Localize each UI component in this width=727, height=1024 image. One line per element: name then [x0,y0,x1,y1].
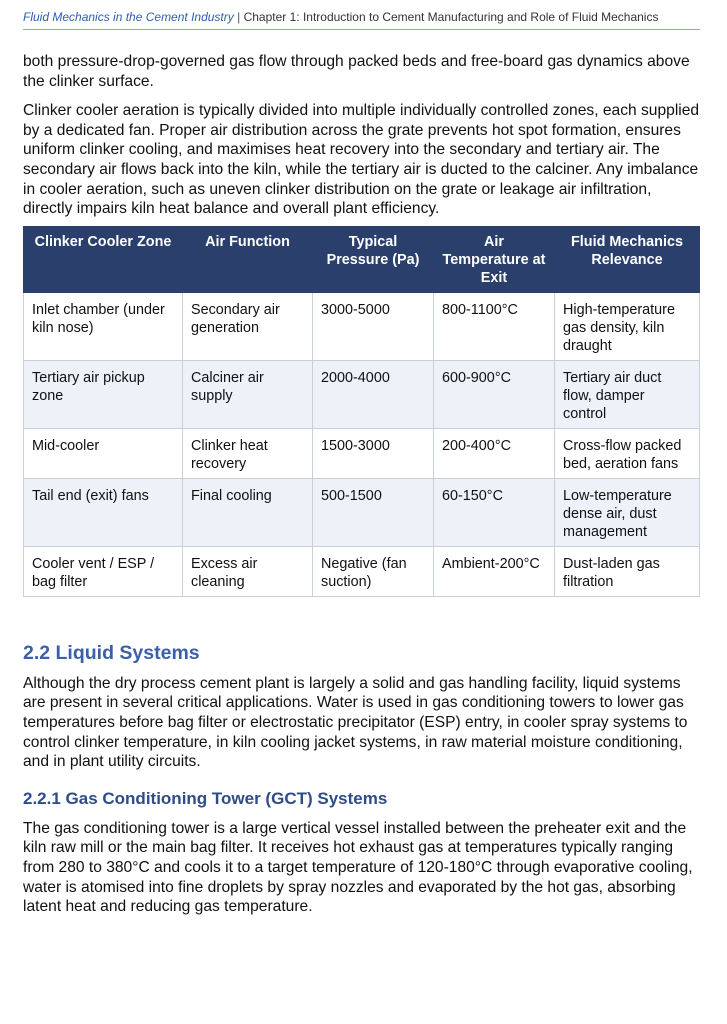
table-row [24,428,700,478]
table-cell: Excess air cleaning [183,546,313,596]
table-cell: Mid-cooler [24,428,183,478]
table-cell: 800-1100°C [434,292,555,360]
document-page [23,0,700,917]
table-cell: Tail end (exit) fans [24,478,183,546]
table-cell: Ambient-200°C [434,546,555,596]
table-cell: Cross-flow packed bed, aeration fans [555,428,700,478]
table-cell: 2000-4000 [313,360,434,428]
table-cell: Final cooling [183,478,313,546]
subsection-heading-gct: 2.2.1 Gas Conditioning Tower (GCT) Systems [23,788,388,808]
table-cell: 60-150°C [434,478,555,546]
book-title: Fluid Mechanics in the Cement Industry [23,10,234,24]
table-cell: Clinker heat recovery [183,428,313,478]
paragraph-cooler-aeration: Clinker cooler aeration is typically divided into multiple individually controlled zones, each supplied by a dedicated fan. Proper air distribution across the grate prevents hot spot formation, ensures uniform clinker cooling, and maximises heat recovery into the secondary and tertiary air. The secondary air flows back into the kiln, while the tertiary air is ducted to the calciner. Any imbalance in cooler aeration, such as uneven clinker distribution on the grate or leakage air infiltration, directly impairs kiln heat balance and overall plant efficiency. [23,102,700,218]
table-cell: Negative (fan suction) [313,546,434,596]
table-row [24,546,700,596]
table-cell: 600-900°C [434,360,555,428]
table-header-row [24,226,700,292]
table-cell: Tertiary air duct flow, damper control [555,360,700,428]
table-cell: Calciner air supply [183,360,313,428]
table-cell: 1500-3000 [313,428,434,478]
table-cell: 500-1500 [313,478,434,546]
table-cell: Low-temperature dense air, dust management [555,478,700,546]
table-row [24,478,700,546]
paragraph-liquid-systems: Although the dry process cement plant is largely a solid and gas handling facility, liquid systems are present in several critical applications. Water is used in gas conditioning towers to lower gas temperatures before bag filter or electrostatic precipitator (ESP) entry, in cooler spray systems to control clinker temperature, in kiln cooling jacket systems, in raw material moisture conditioning, and in plant utility circuits. [23,674,688,771]
chapter-title: Chapter 1: Introduction to Cement Manufacturing and Role of Fluid Mechanics [243,10,659,24]
paragraph-gct: The gas conditioning tower is a large vertical vessel installed between the preheater exit and the kiln raw mill or the main bag filter. It receives hot exhaust gas at temperatures typically ranging from 280 to 380°C and cools it to a target temperature of 120-180°C through evaporative cooling, water is atomised into fine droplets by spray nozzles and evaporated by the hot gas, absorbing latent heat and reducing gas temperature. [23,819,693,916]
table-row [24,360,700,428]
table-cell: 3000-5000 [313,292,434,360]
table-cell: 200-400°C [434,428,555,478]
table-cell: Cooler vent / ESP / bag filter [24,546,183,596]
table-cell: Inlet chamber (under kiln nose) [24,292,183,360]
section-heading-liquid-systems: 2.2 Liquid Systems [23,641,200,664]
table-row [24,292,700,360]
header-separator: | [237,10,241,24]
column-header: Clinker Cooler Zone [24,226,183,292]
running-header [23,0,700,30]
column-header: Typical Pressure (Pa) [313,226,434,292]
table-cell: High-temperature gas density, kiln draught [555,292,700,360]
column-header: Fluid Mechanics Relevance [555,226,700,292]
cooler-zones-table [23,226,700,597]
column-header: Air Function [183,226,313,292]
table-cell: Secondary air generation [183,292,313,360]
column-header: Air Temperature at Exit [434,226,555,292]
table-cell: Tertiary air pickup zone [24,360,183,428]
table-cell: Dust-laden gas filtration [555,546,700,596]
paragraph-continuation: both pressure-drop-governed gas flow through packed beds and free-board gas dynamics above the clinker surface. [23,53,690,90]
